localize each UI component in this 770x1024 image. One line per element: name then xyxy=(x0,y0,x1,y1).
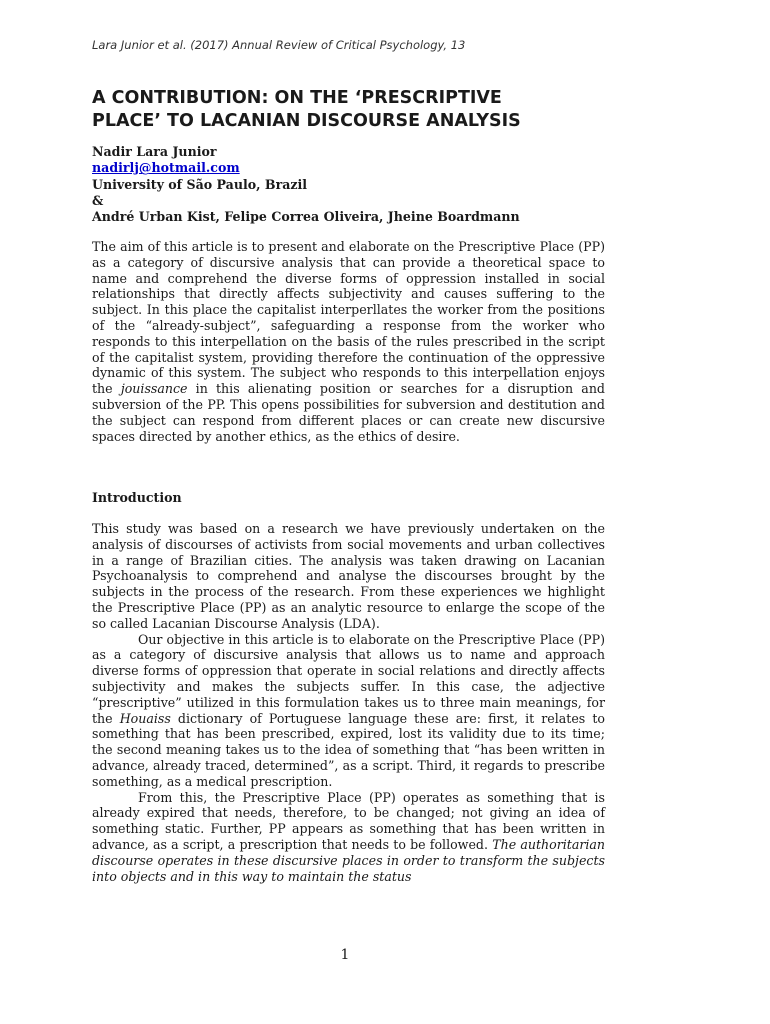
introduction-body xyxy=(92,521,605,884)
abstract-jouissance: jouissance xyxy=(120,381,188,397)
abstract-text-2: in this alienating position or searches for a disruption and subversion of the PP. This opens possibilities for subversion and destitution and the subject can respond from different places or can create new discursive spaces directed by another ethics, as the ethics of desire. xyxy=(92,381,605,444)
intro-p2-houaiss: Houaiss xyxy=(119,710,171,726)
author-name: Nadir Lara Junior xyxy=(92,144,217,159)
intro-p2-text-a: Our objective in this article is to elaborate on the Prescriptive Place (PP) as a category of discursive analysis that allows us to name and approach diverse forms of oppression that operate in social relations and directly affects subjectivity and makes the subjects suffer. In this case, the adjective “prescriptive” utilized in this formulation takes us to three main meanings, for the xyxy=(92,631,605,726)
author-ampersand: & xyxy=(92,192,104,208)
title-line-1: A CONTRIBUTION: ON THE ‘PRESCRIPTIVE xyxy=(92,88,502,108)
page-number: 1 xyxy=(340,947,350,963)
intro-p2-text-b: dictionary of Portuguese language these are: first, it relates to something that has been prescribed, expired, lost its validity due to its time; the second meaning takes us to the idea of something that “has been written in advance, already traced, determined”, as a script. Third, it regards to prescribe something, as a medical prescription. xyxy=(92,710,605,789)
author-affiliation: University of São Paulo, Brazil xyxy=(92,176,308,192)
author-block xyxy=(92,144,612,225)
abstract xyxy=(92,239,605,444)
running-header: Lara Junior et al. (2017) Annual Review of Critical Psychology, 13 xyxy=(92,38,466,52)
title-line-2: PLACE’ TO LACANIAN DISCOURSE ANALYSIS xyxy=(92,111,521,131)
abstract-text-1: The aim of this article is to present and elaborate on the Prescriptive Place (PP) as a category of discursive analysis that can provide a theoretical space to name and comprehend the diverse forms of oppression installed in social relationships that directly affects subjectivity and causes suffering to the subject. In this place the capitalist interperllates the worker from the positions of the “already-subject”, safeguarding a response from the worker who responds to this interpellation on the basis of the rules prescribed in the script of the capitalist system, providing therefore the continuation of the oppressive dynamic of this system. The subject who responds to this interpellation enjoys the xyxy=(92,239,605,397)
intro-paragraph-1: This study was based on a research we have previously undertaken on the analysis of discourses of activists from social movements and urban collectives in a range of Brazilian cities. The analysis was taken drawing on Lacanian Psychoanalysis to comprehend and analyse the discourses brought by the subjects in the process of the research. From these experiences we highlight the Prescriptive Place (PP) as an analytic resource to enlarge the scope of the so called Lacanian Discourse Analysis (LDA). xyxy=(92,521,605,631)
introduction-heading: Introduction xyxy=(92,490,182,505)
intro-paragraph-2 xyxy=(92,632,605,790)
intro-p3-italic: The authoritarian discourse operates in these discursive places in order to transform the subjects into objects and in this way to maintain the status xyxy=(92,836,606,884)
article-title xyxy=(92,87,612,133)
intro-p3-text: From this, the Prescriptive Place (PP) operates as something that is already expired that needs, therefore, to be changed; not giving an idea of something static. Further, PP appears as something that has been written in advance, as a script, a prescription that needs to be followed. xyxy=(92,789,605,852)
intro-paragraph-3 xyxy=(92,790,605,885)
coauthors: André Urban Kist, Felipe Correa Oliveira, Jheine Boardmann xyxy=(92,209,520,225)
author-email-link[interactable]: nadirlj@hotmail.com xyxy=(92,160,240,176)
